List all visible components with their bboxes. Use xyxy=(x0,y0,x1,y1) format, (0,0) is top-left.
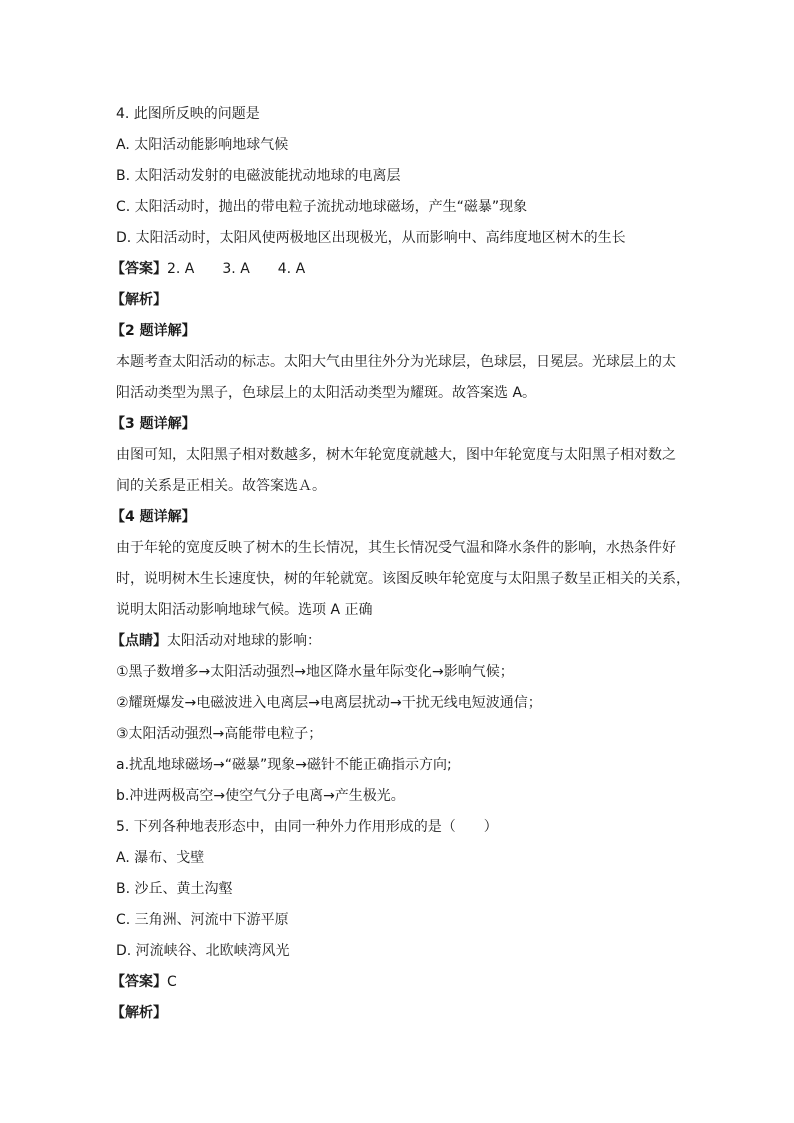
answer-label: 【答案】 xyxy=(111,974,167,990)
question-5-stem: 5. 下列各种地表形态中，由同一种外力作用形成的是（ ） xyxy=(116,819,498,835)
question-5-option-d: D. 河流峡谷、北欧峡湾风光 xyxy=(116,943,290,959)
detail-2-heading: 【2 题详解】 xyxy=(111,323,196,339)
tip-line xyxy=(111,632,681,650)
tip-item: b.冲进两极高空→使空气分子电离→产生极光。 xyxy=(116,788,405,804)
detail-3-line: 由图可知，太阳黑子相对数越多，树木年轮宽度就越大，图中年轮宽度与太阳黑子相对数之 xyxy=(116,447,676,463)
tip-item: ①黑子数增多→太阳活动强烈→地区降水量年际变化→影响气候； xyxy=(116,664,514,680)
tip-item: a.扰乱地球磁场→“磁暴”现象→磁针不能正确指示方向; xyxy=(116,757,452,773)
analysis-heading: 【解析】 xyxy=(111,1005,167,1021)
question-5-option-b: B. 沙丘、黄土沟壑 xyxy=(116,881,233,897)
question-4-option-c: C. 太阳活动时，抛出的带电粒子流扰动地球磁场，产生“磁暴”现象 xyxy=(116,199,528,215)
answer-label: 【答案】 xyxy=(111,261,167,277)
answer-value: 2. A 3. A 4. A xyxy=(167,261,306,277)
answer-value: C xyxy=(167,974,177,990)
detail-3-line: 间的关系是正相关。故答案选Ａ。 xyxy=(116,478,326,494)
detail-2-line: 阳活动类型为黑子，色球层上的太阳活动类型为耀斑。故答案选 A。 xyxy=(116,385,537,401)
answer-line-2 xyxy=(111,973,681,991)
question-5-option-a: A. 瀑布、戈壁 xyxy=(116,850,205,866)
question-4-option-d: D. 太阳活动时，太阳风使两极地区出现极光，从而影响中、高纬度地区树木的生长 xyxy=(116,230,626,246)
tip-item: ②耀斑爆发→电磁波进入电离层→电离层扰动→干扰无线电短波通信； xyxy=(116,695,542,711)
detail-4-line: 说明太阳活动影响地球气候。选项 A 正确 xyxy=(116,602,373,618)
detail-2-line: 本题考查太阳活动的标志。太阳大气由里往外分为光球层，色球层，日冕层。光球层上的太 xyxy=(116,354,676,370)
detail-4-heading: 【4 题详解】 xyxy=(111,509,196,525)
detail-4-line: 时，说明树木生长速度快，树的年轮就宽。该图反映年轮宽度与太阳黑子数呈正相关的关系， xyxy=(116,571,690,587)
answer-line-1 xyxy=(111,260,681,278)
detail-4-line: 由于年轮的宽度反映了树木的生长情况，其生长情况受气温和降水条件的影响，水热条件好 xyxy=(116,540,676,556)
tip-text: 太阳活动对地球的影响： xyxy=(167,633,321,649)
analysis-heading: 【解析】 xyxy=(111,292,167,308)
detail-3-heading: 【3 题详解】 xyxy=(111,416,196,432)
question-4-stem: 4. 此图所反映的问题是 xyxy=(116,106,260,122)
question-5-option-c: C. 三角洲、河流中下游平原 xyxy=(116,912,289,928)
tip-item: ③太阳活动强烈→高能带电粒子； xyxy=(116,726,323,742)
tip-label: 【点睛】 xyxy=(111,633,167,649)
question-4-option-b: B. 太阳活动发射的电磁波能扰动地球的电离层 xyxy=(116,168,401,184)
question-4-option-a: A. 太阳活动能影响地球气候 xyxy=(116,137,289,153)
